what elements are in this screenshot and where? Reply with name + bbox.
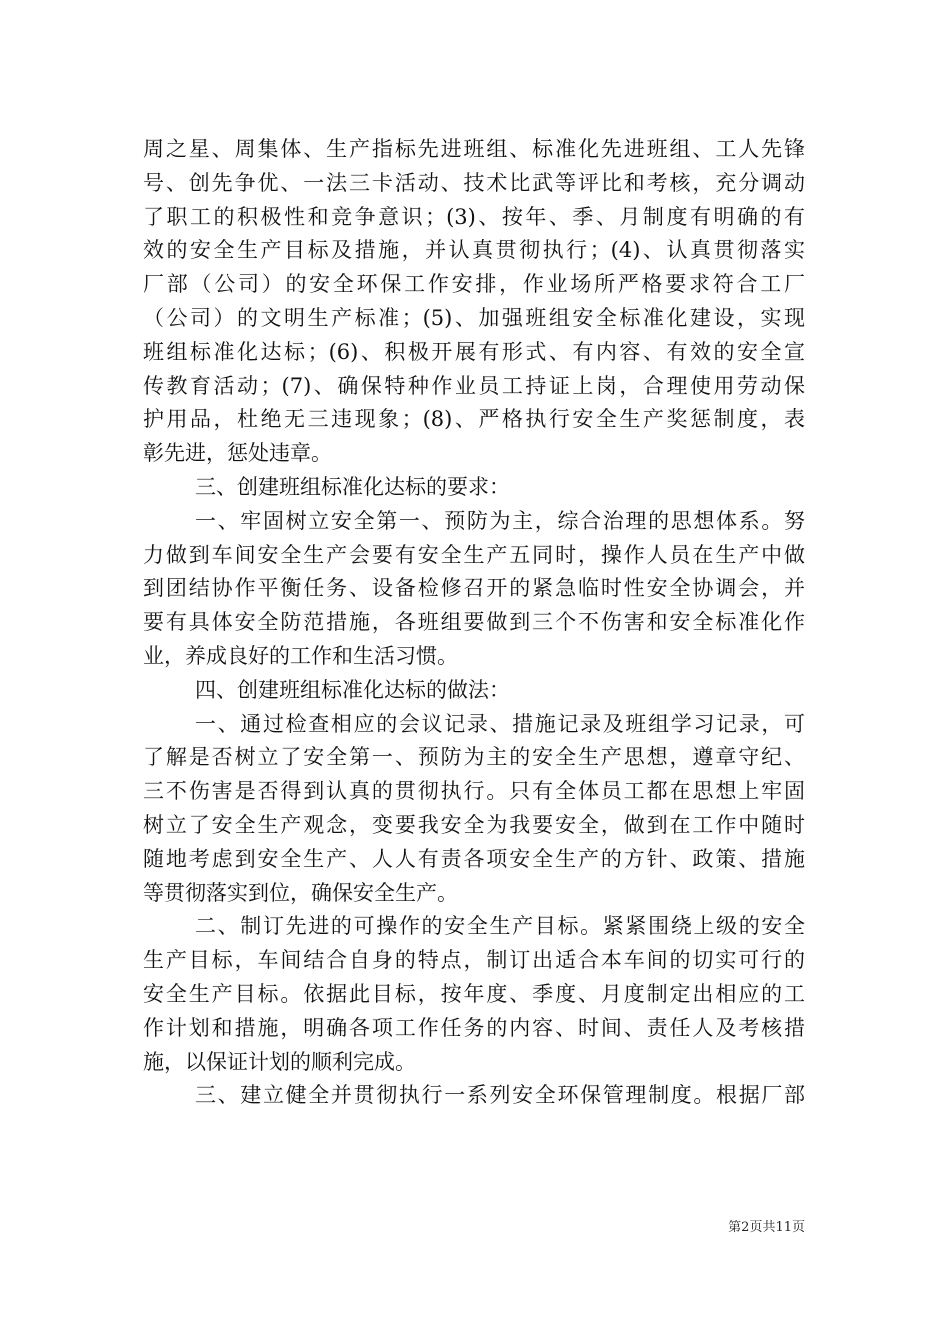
paragraph bbox=[143, 708, 805, 911]
paragraph bbox=[143, 505, 805, 674]
text-line: 班组标准化达标；(6)、积极开展有形式、有内容、有效的安全宣 bbox=[143, 339, 805, 364]
text-line: 传教育活动；(7)、确保特种作业员工持证上岗，合理使用劳动保 bbox=[143, 373, 805, 398]
paragraph bbox=[143, 471, 805, 505]
text-line: 厂部（公司）的安全环保工作安排，作业场所严格要求符合工厂 bbox=[143, 272, 805, 297]
text-line: （公司）的文明生产标准；(5)、加强班组安全标准化建设，实现 bbox=[143, 305, 805, 330]
text-line: 一、牢固树立安全第一、预防为主，综合治理的思想体系。努 bbox=[195, 508, 805, 533]
text-line: 效的安全生产目标及措施，并认真贯彻执行；(4)、认真贯彻落实 bbox=[143, 238, 805, 263]
paragraph bbox=[143, 674, 805, 708]
text-line: 力做到车间安全生产会要有安全生产五同时，操作人员在生产中做 bbox=[143, 542, 805, 567]
text-line: 业，养成良好的工作和生活习惯。 bbox=[143, 643, 458, 668]
text-line: 安全生产目标。依据此目标，按年度、季度、月度制定出相应的工 bbox=[143, 981, 805, 1006]
text-line: 随地考虑到安全生产、人人有责各项安全生产的方针、政策、措施 bbox=[143, 846, 805, 871]
text-line: 了解是否树立了安全第一、预防为主的安全生产思想，遵章守纪、 bbox=[143, 745, 805, 770]
text-line: 三、建立健全并贯彻执行一系列安全环保管理制度。根据厂部 bbox=[195, 1083, 805, 1108]
text-line: 施，以保证计划的顺利完成。 bbox=[143, 1049, 416, 1074]
text-line: 要有具体安全防范措施，各班组要做到三个不伤害和安全标准化作 bbox=[143, 610, 805, 635]
text-line: 一、通过检查相应的会议记录、措施记录及班组学习记录，可 bbox=[195, 711, 805, 736]
text-line: 彰先进，惩处违章。 bbox=[143, 441, 332, 466]
document-body bbox=[143, 133, 805, 1113]
text-line: 四、创建班组标准化达标的做法： bbox=[195, 677, 510, 702]
text-line: 二、制订先进的可操作的安全生产目标。紧紧围绕上级的安全 bbox=[195, 914, 805, 939]
page-number: 第2页共11页 bbox=[728, 1220, 805, 1235]
text-line: 树立了安全生产观念，变要我安全为我要安全，做到在工作中随时 bbox=[143, 812, 805, 837]
paragraph bbox=[143, 133, 805, 471]
text-line: 护用品，杜绝无三违现象；(8)、严格执行安全生产奖惩制度，表 bbox=[143, 407, 805, 432]
text-line: 生产目标，车间结合自身的特点，制订出适合本车间的切实可行的 bbox=[143, 948, 805, 973]
text-line: 到团结协作平衡任务、设备检修召开的紧急临时性安全协调会，并 bbox=[143, 576, 805, 601]
text-line: 号、创先争优、一法三卡活动、技术比武等评比和考核，充分调动 bbox=[143, 170, 805, 195]
text-line: 三不伤害是否得到认真的贯彻执行。只有全体员工都在思想上牢固 bbox=[143, 779, 805, 804]
text-line: 了职工的积极性和竞争意识；(3)、按年、季、月制度有明确的有 bbox=[143, 204, 805, 229]
text-line: 周之星、周集体、生产指标先进班组、标准化先进班组、工人先锋 bbox=[143, 137, 805, 161]
paragraph bbox=[143, 910, 805, 1079]
text-line: 作计划和措施，明确各项工作任务的内容、时间、责任人及考核措 bbox=[143, 1015, 805, 1040]
text-line: 三、创建班组标准化达标的要求： bbox=[195, 474, 510, 499]
text-line: 等贯彻落实到位，确保安全生产。 bbox=[143, 880, 458, 905]
paragraph bbox=[143, 1079, 805, 1113]
